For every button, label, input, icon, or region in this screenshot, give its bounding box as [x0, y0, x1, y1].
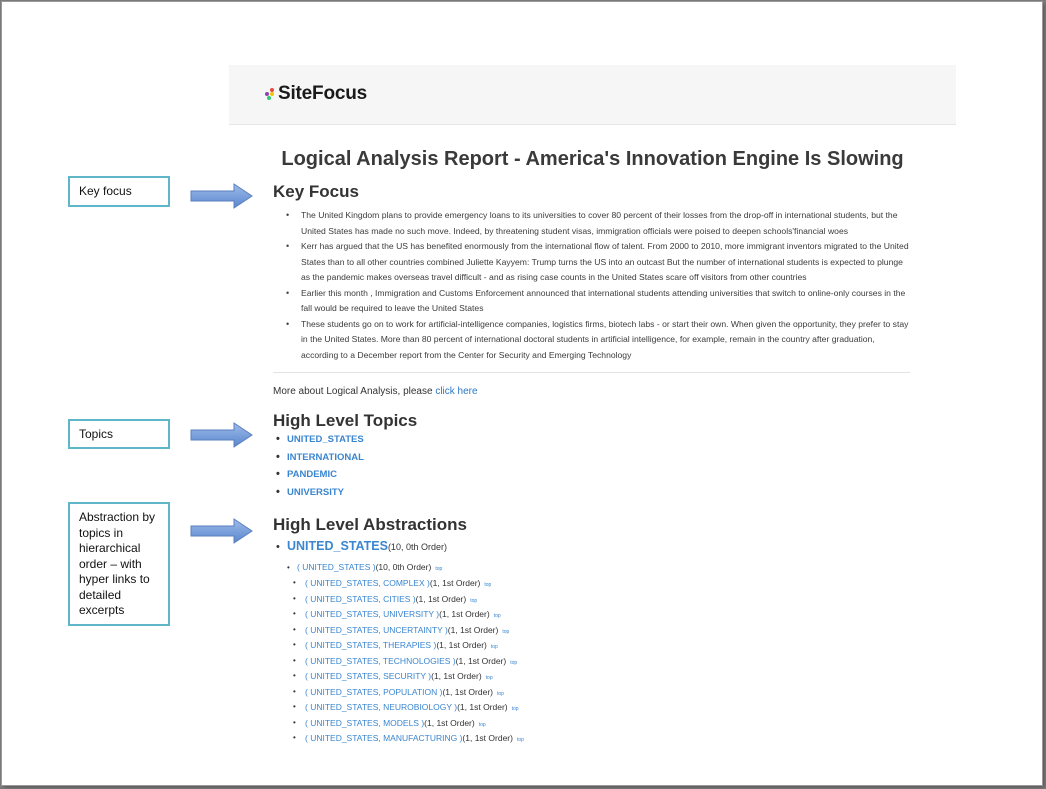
key-focus-heading: Key Focus: [273, 182, 359, 201]
site-header: [229, 65, 956, 125]
abstraction-meta: (1, 1st Order): [431, 671, 482, 681]
top-link[interactable]: top: [493, 613, 501, 619]
callout-abstraction-text: Abstraction by topics in hierarchical order – with hyper links to detailed excerpts: [79, 510, 156, 617]
list-item: [291, 687, 524, 703]
abstraction-meta: (1, 1st Order): [462, 733, 513, 743]
abstraction-level2-list: [291, 578, 524, 749]
topic-link[interactable]: INTERNATIONAL: [287, 451, 364, 463]
abstraction-root: • UNITED_STATES(10, 0th Order): [276, 539, 447, 553]
abstraction-link[interactable]: ( UNITED_STATES, NEUROBIOLOGY ): [305, 702, 458, 712]
callout-abstraction: [68, 502, 170, 626]
list-item: [291, 625, 524, 641]
topics-heading: High Level Topics: [273, 411, 418, 430]
abstraction-link[interactable]: ( UNITED_STATES, UNCERTAINTY ): [305, 624, 448, 635]
topic-link[interactable]: UNIVERSITY: [287, 486, 345, 498]
top-link[interactable]: top: [484, 582, 492, 588]
key-focus-list: [273, 208, 913, 363]
abstraction-level1: • ( UNITED_STATES )(10, 0th Order) top: [287, 562, 443, 572]
callout-key-focus-text: Key focus: [79, 184, 132, 198]
logo-text: SiteFocus: [278, 83, 367, 104]
abstraction-meta: (1, 1st Order): [442, 686, 493, 697]
top-link[interactable]: top: [435, 566, 443, 572]
topic-link[interactable]: UNITED_STATES: [287, 434, 364, 445]
abstraction-link[interactable]: ( UNITED_STATES, COMPLEX ): [305, 578, 430, 588]
list-item: [273, 487, 364, 505]
abstraction-link[interactable]: ( UNITED_STATES, TECHNOLOGIES ): [305, 655, 456, 666]
list-item: [291, 718, 524, 734]
abstraction-meta: (1, 1st Order): [447, 624, 499, 635]
abstraction-meta: (1, 1st Order): [457, 702, 508, 712]
page-title: Logical Analysis Report - America's Innovation Engine Is Slowing: [281, 148, 904, 170]
click-here-link[interactable]: click here: [435, 386, 478, 397]
more-about-text: More about Logical Analysis, please: [273, 386, 436, 397]
logo[interactable]: [265, 83, 367, 105]
list-item: [291, 594, 524, 610]
abstraction-meta: (1, 1st Order): [415, 593, 467, 604]
topics-list: [273, 434, 364, 504]
abstraction-meta: (1, 1st Order): [429, 578, 481, 588]
list-item: [291, 702, 524, 718]
abstraction-meta: (1, 1st Order): [424, 717, 475, 728]
divider: [273, 372, 910, 373]
abstraction-link[interactable]: ( UNITED_STATES ): [297, 562, 376, 572]
list-item: [291, 733, 524, 749]
list-item: [291, 578, 524, 594]
abstraction-link[interactable]: ( UNITED_STATES, POPULATION ): [305, 686, 443, 697]
top-link[interactable]: top: [485, 675, 493, 681]
abstraction-link[interactable]: ( UNITED_STATES, THERAPIES ): [305, 640, 437, 650]
top-link[interactable]: top: [478, 721, 486, 728]
abstractions-heading: High Level Abstractions: [273, 515, 467, 534]
callout-topics: [68, 419, 170, 449]
abstraction-link[interactable]: ( UNITED_STATES, MODELS ): [305, 717, 425, 728]
list-item: [291, 640, 524, 656]
report-panel: [229, 65, 956, 785]
callout-topics-text: Topics: [79, 427, 114, 441]
abstraction-root-meta: (10, 0th Order): [387, 542, 447, 552]
list-item: [273, 452, 364, 470]
abstraction-root-link[interactable]: UNITED_STATES: [287, 539, 388, 553]
top-link[interactable]: top: [516, 737, 524, 743]
abstraction-link[interactable]: ( UNITED_STATES, CITIES ): [305, 593, 416, 604]
logo-dots-icon: [265, 87, 275, 101]
abstraction-meta: (1, 1st Order): [436, 640, 487, 650]
abstraction-link[interactable]: ( UNITED_STATES, UNIVERSITY ): [305, 609, 440, 619]
callout-key-focus: [68, 176, 170, 207]
abstraction-meta: (10, 0th Order): [375, 562, 432, 572]
list-item: • Kerr has argued that the US has benefited enormously from the international flow of talent. From 2000 to 2010, more immigrant inventors migrated to the United States than to all other countries combined Juliette Kayyem: Trump turns the US into an outcast But the number of international students is expected to plunge as the pandemic makes overseas travel difficult - and as rising case counts in the United States scare off visitors from other countries: [273, 239, 913, 286]
top-link[interactable]: top: [510, 659, 518, 666]
list-item: [273, 434, 364, 452]
list-item: [291, 656, 524, 672]
top-link[interactable]: top: [511, 706, 519, 712]
abstraction-link[interactable]: ( UNITED_STATES, MANUFACTURING ): [305, 733, 463, 743]
top-link[interactable]: top: [470, 597, 478, 604]
abstraction-meta: (1, 1st Order): [455, 655, 507, 666]
more-about-line: [273, 386, 478, 397]
abstraction-meta: (1, 1st Order): [439, 609, 490, 619]
list-item: [291, 609, 524, 625]
list-item: • These students go on to work for artificial-intelligence companies, logistics firms, biotech labs - or start their own. When given the opportunity, they prefer to stay in the United States. More than 80 percent of international doctoral students in artificial intelligence, for example, remain in the country after graduation, according to a December report from the Center for Security and Emerging Technology: [273, 317, 913, 364]
slide: [2, 2, 1042, 785]
top-link[interactable]: top: [490, 644, 498, 650]
list-item: • The United Kingdom plans to provide emergency loans to its universities to cover 80 percent of their losses from the drop-off in international students, but the United States has made no such move. Indeed, by threatening student visas, immigration officials were poised to deepen schools'financial woes: [273, 208, 913, 239]
abstraction-link[interactable]: ( UNITED_STATES, SECURITY ): [305, 671, 432, 681]
top-link[interactable]: top: [502, 628, 510, 635]
list-item: [273, 469, 364, 487]
topic-link[interactable]: PANDEMIC: [287, 469, 337, 480]
list-item: • Earlier this month , Immigration and Customs Enforcement announced that international students attending universities that switch to online-only courses in the fall would be required to leave the United States: [273, 286, 913, 317]
list-item: [291, 671, 524, 687]
top-link[interactable]: top: [496, 690, 504, 697]
